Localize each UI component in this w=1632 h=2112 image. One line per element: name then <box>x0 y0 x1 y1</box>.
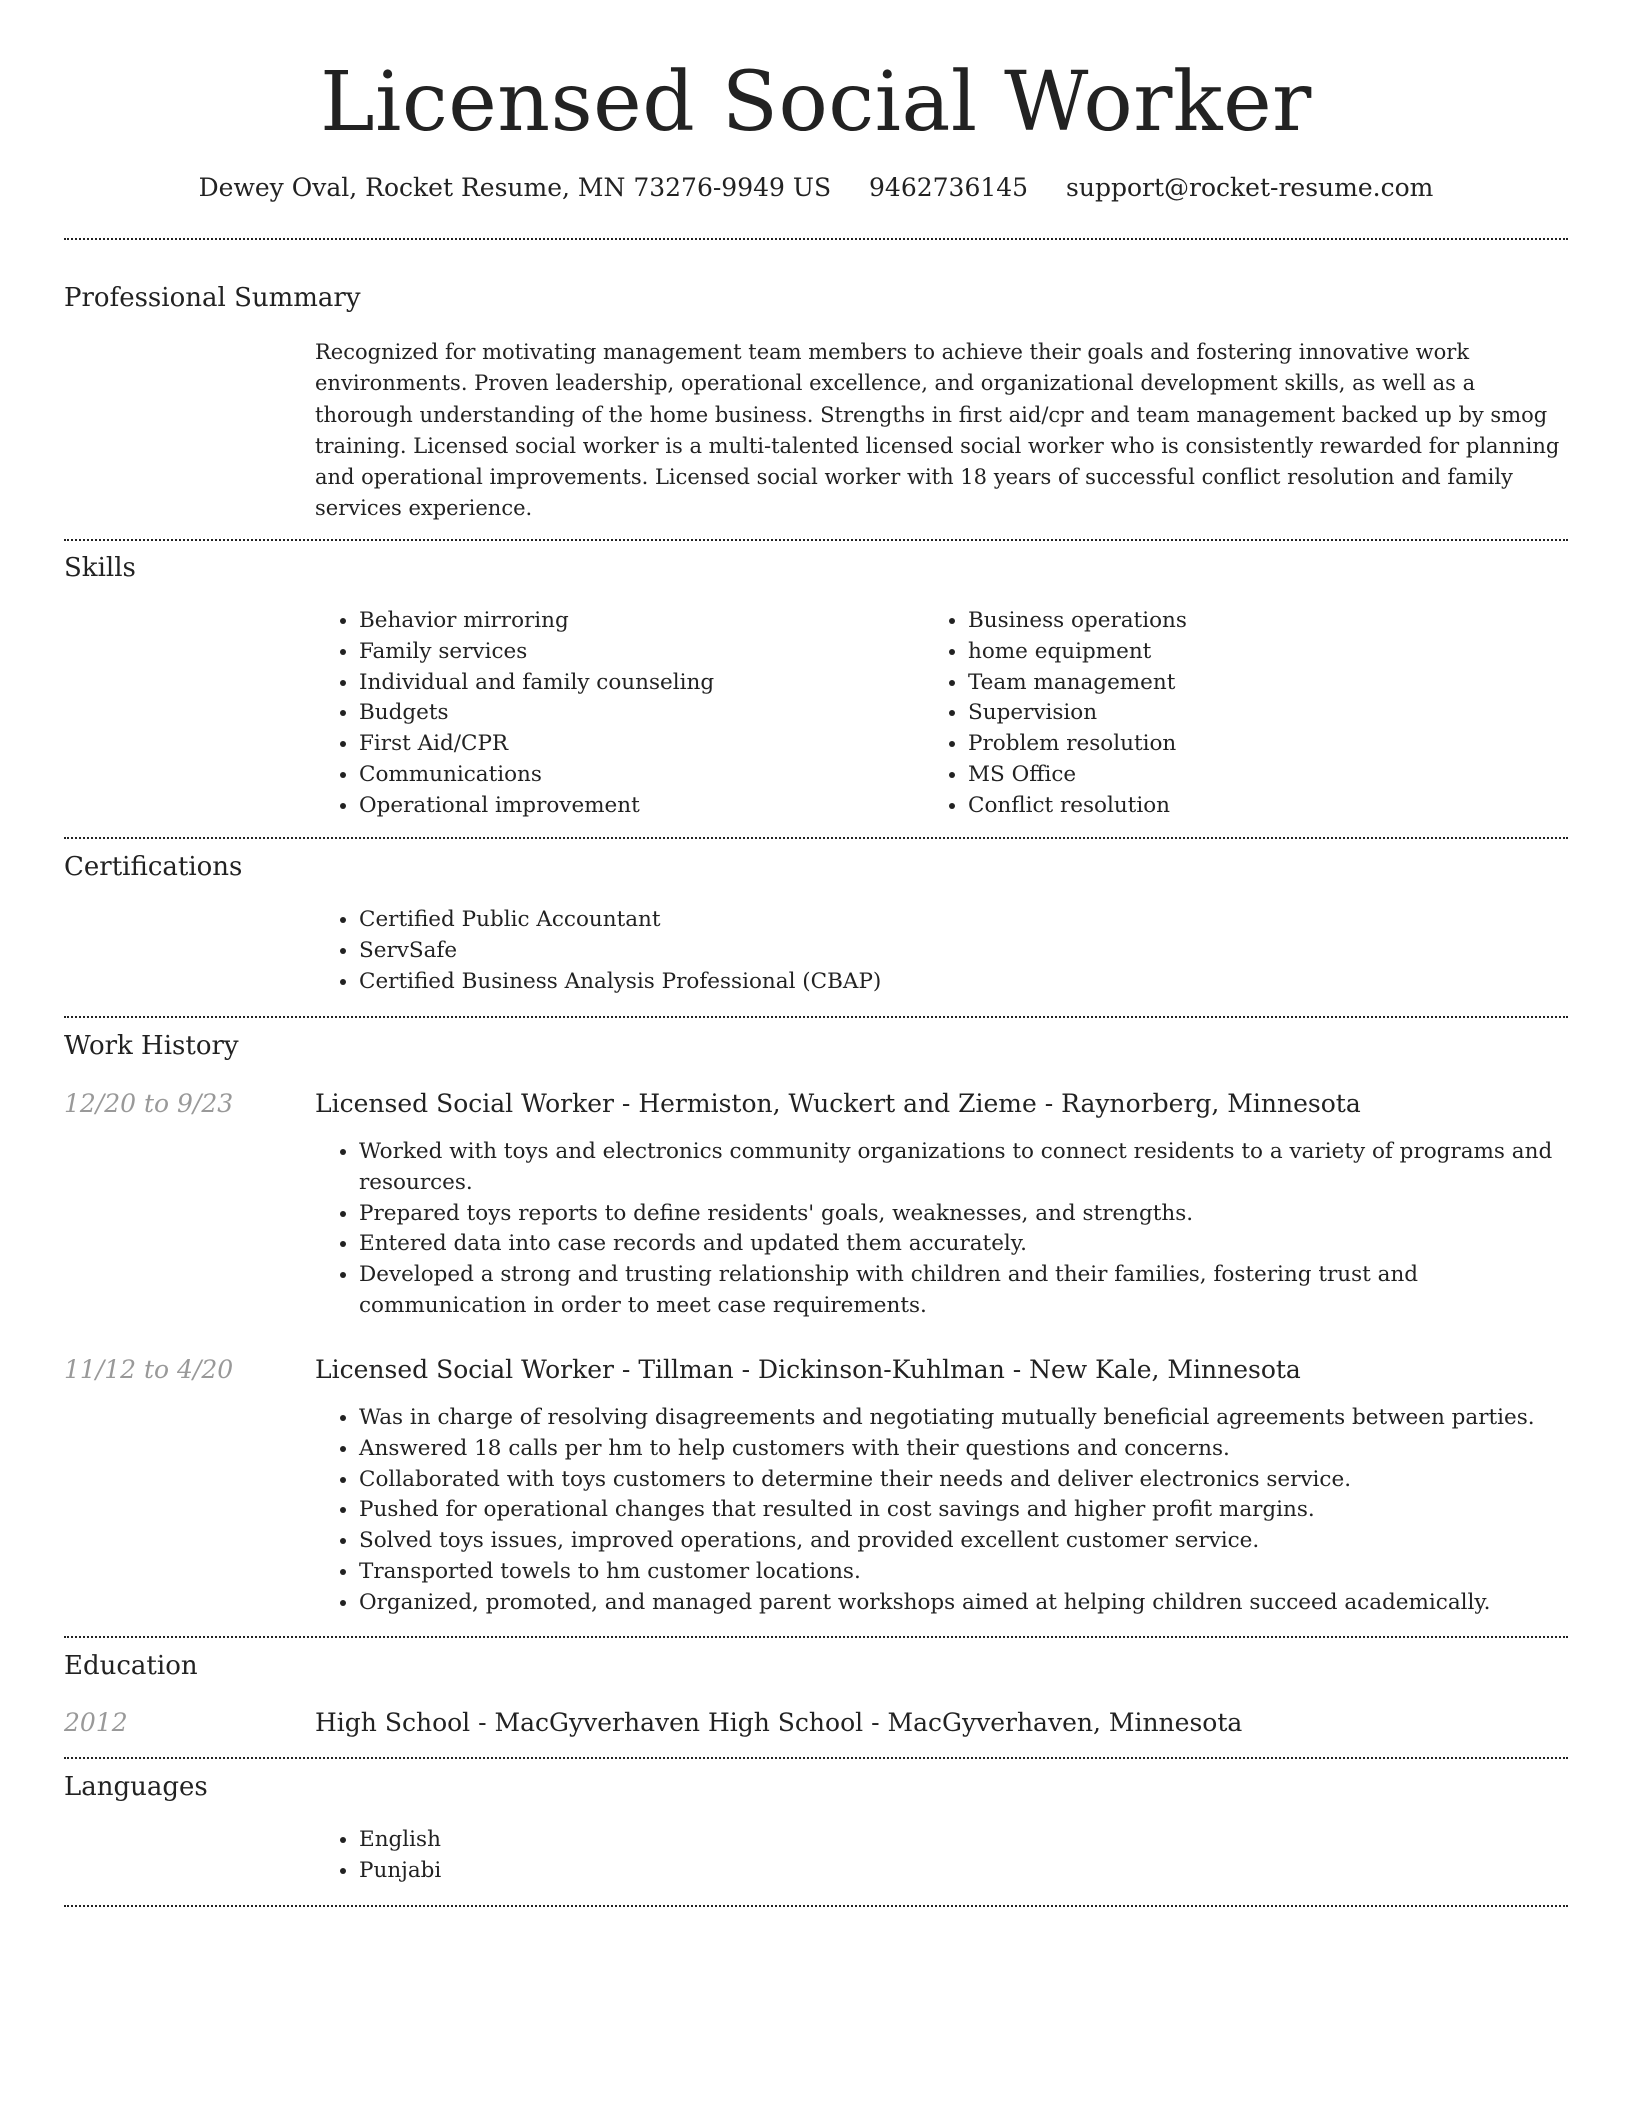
list-item: • Individual and family counseling <box>359 668 919 699</box>
phone: 9462736145 <box>869 173 1029 202</box>
divider <box>64 238 1568 240</box>
divider <box>64 837 1568 839</box>
list-item: • Certified Business Analysis Professional (CBAP) <box>359 967 1559 998</box>
skills-list-right <box>924 606 1568 822</box>
list-item: • Behavior mirroring <box>359 606 919 637</box>
list-item: • Punjabi <box>359 1856 959 1887</box>
certifications-list <box>315 905 1559 997</box>
job-dates: 12/20 to 9/23 <box>64 1089 234 1118</box>
divider <box>64 1636 1568 1638</box>
address: Dewey Oval, Rocket Resume, MN 73276-9949 US <box>198 173 832 202</box>
list-item: • ServSafe <box>359 936 1559 967</box>
list-item: • Solved toys issues, improved operations, and provided excellent customer service. <box>359 1526 1579 1557</box>
list-item: • Conflict resolution <box>968 791 1568 822</box>
job-dates: 11/12 to 4/20 <box>64 1355 234 1384</box>
list-item: • Problem resolution <box>968 729 1568 760</box>
list-item: • Pushed for operational changes that resulted in cost savings and higher profit margins. <box>359 1495 1579 1526</box>
list-item: • Budgets <box>359 698 919 729</box>
list-item: • Operational improvement <box>359 791 919 822</box>
divider <box>64 539 1568 541</box>
list-item: • Supervision <box>968 698 1568 729</box>
divider <box>64 1757 1568 1759</box>
section-title-languages: Languages <box>64 1772 208 1802</box>
section-title-summary: Professional Summary <box>64 283 361 313</box>
contact-line <box>0 170 1632 206</box>
skills-list-left <box>315 606 919 822</box>
email: support@rocket-resume.com <box>1066 173 1434 202</box>
divider <box>64 1905 1568 1907</box>
list-item: • Prepared toys reports to define residents' goals, weaknesses, and strengths. <box>359 1199 1569 1230</box>
list-item: • home equipment <box>968 637 1568 668</box>
divider <box>64 1016 1568 1018</box>
section-title-skills: Skills <box>64 553 136 583</box>
job-heading: Licensed Social Worker - Tillman - Dickinson-Kuhlman - New Kale, Minnesota <box>315 1355 1301 1384</box>
list-item: • First Aid/CPR <box>359 729 919 760</box>
list-item: • Organized, promoted, and managed parent workshops aimed at helping children succeed academically. <box>359 1588 1579 1619</box>
list-item: • Communications <box>359 760 919 791</box>
education-year: 2012 <box>64 1708 128 1737</box>
job-bullets <box>315 1403 1579 1619</box>
list-item: • Team management <box>968 668 1568 699</box>
education-heading: High School - MacGyverhaven High School - MacGyverhaven, Minnesota <box>315 1708 1243 1737</box>
candidate-name: Licensed Social Worker <box>320 55 1312 150</box>
list-item: • Developed a strong and trusting relationship with children and their families, fostering trust and communication in order to meet case requirements. <box>359 1260 1569 1322</box>
list-item: • Was in charge of resolving disagreements and negotiating mutually beneficial agreements between parties. <box>359 1403 1579 1434</box>
list-item: • Family services <box>359 637 919 668</box>
list-item: • Answered 18 calls per hm to help customers with their questions and concerns. <box>359 1434 1579 1465</box>
list-item: • Business operations <box>968 606 1568 637</box>
summary-text: Recognized for motivating management team members to achieve their goals and fostering innovative work environments. Proven leadership, operational excellence, and organizational development skills, as well as a thorough understanding of the home business. Strengths in first aid/cpr and team management backed up by smog training. Licensed social worker is a multi-talented licensed social worker who is consistently rewarded for planning and operational improvements. Licensed social worker with 18 years of successful conflict resolution and family services experience. <box>315 340 1560 521</box>
section-title-work: Work History <box>64 1031 239 1061</box>
section-title-education: Education <box>64 1651 198 1681</box>
job-bullets <box>315 1137 1569 1322</box>
job-heading: Licensed Social Worker - Hermiston, Wuckert and Zieme - Raynorberg, Minnesota <box>315 1089 1361 1118</box>
list-item: • Entered data into case records and updated them accurately. <box>359 1229 1569 1260</box>
list-item: • MS Office <box>968 760 1568 791</box>
languages-list <box>315 1825 959 1887</box>
list-item: • English <box>359 1825 959 1856</box>
list-item: • Collaborated with toys customers to determine their needs and deliver electronics service. <box>359 1465 1579 1496</box>
list-item: • Certified Public Accountant <box>359 905 1559 936</box>
section-title-certifications: Certifications <box>64 852 243 882</box>
list-item: • Transported towels to hm customer locations. <box>359 1557 1579 1588</box>
list-item: • Worked with toys and electronics community organizations to connect residents to a variety of programs and resources. <box>359 1137 1569 1199</box>
